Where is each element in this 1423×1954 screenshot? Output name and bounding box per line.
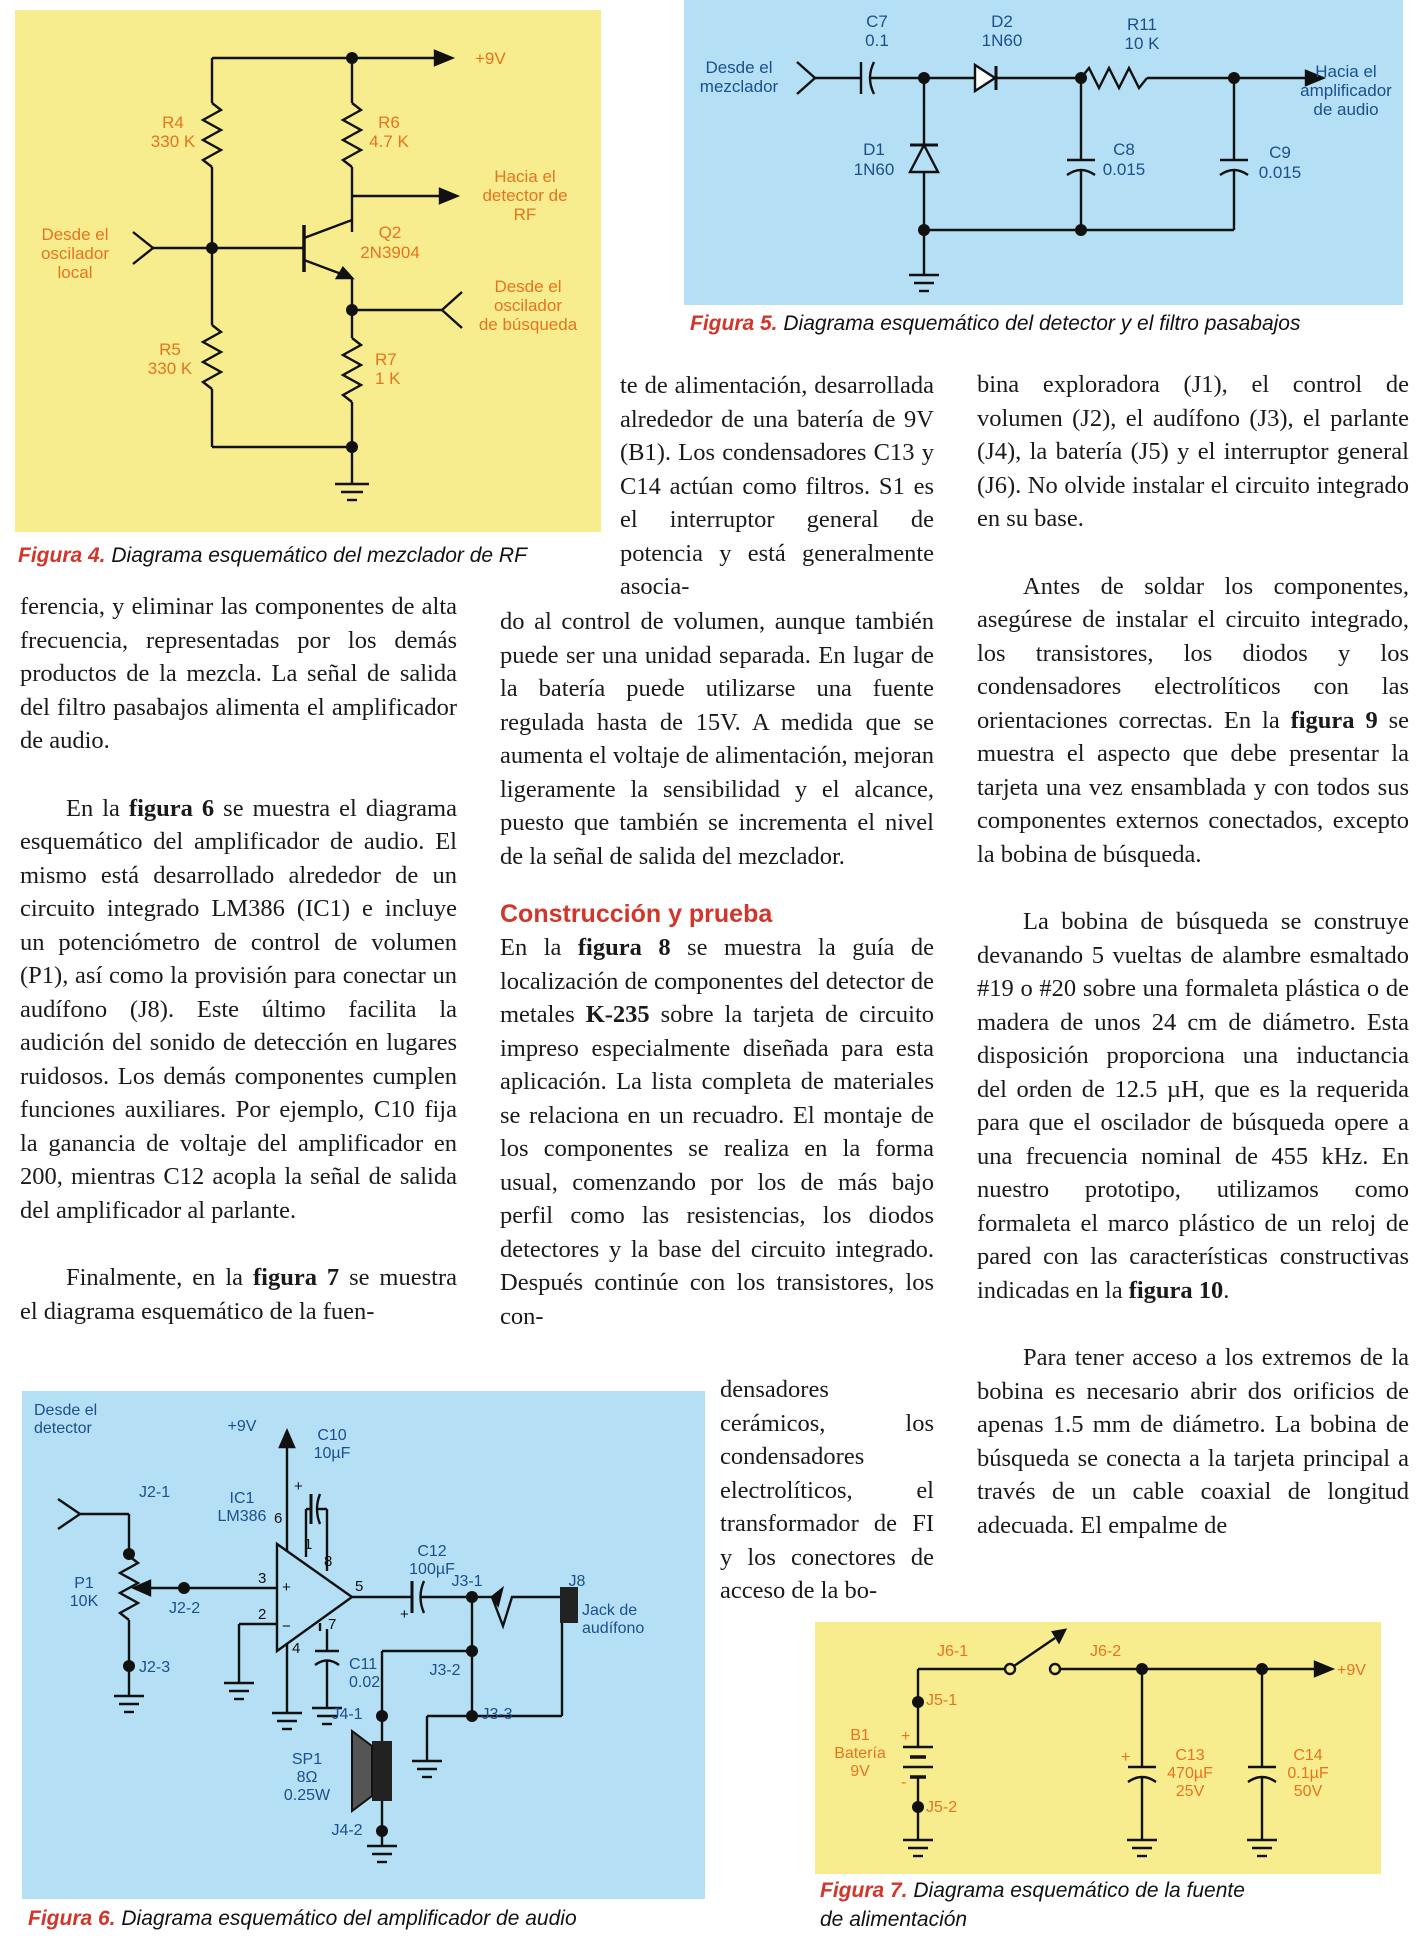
text-column-2-bottom (720, 1373, 934, 1608)
fig7-b1-name: B1 (850, 1727, 870, 1744)
fig6-c11-name: C11 (349, 1656, 378, 1673)
fig6-pin-4: 4 (292, 1640, 301, 1657)
text-column-2-narrow (620, 369, 934, 604)
fig4-r7-name: R7 (375, 350, 397, 369)
fig4-r4-name: R4 (162, 113, 184, 132)
col1-paragraph-1: ferencia, y eliminar las componentes de alta frecuencia, representadas por los demás productos de la mezcla. La señal de salida del filtro pasabajos alimenta el amplificador de audio. (20, 593, 457, 754)
figure-6-caption (28, 1904, 718, 1933)
ref-figura-10: figura 10 (1128, 1276, 1224, 1304)
fig6-inverting-sign: − (282, 1618, 291, 1635)
text-column-3 (977, 368, 1409, 1542)
fig4-r5-value: 330 K (147, 359, 193, 378)
fig6-c12-name: C12 (417, 1543, 447, 1560)
text-column-2 (500, 605, 934, 1333)
fig4-q2-name: Q2 (378, 223, 402, 242)
fig6-c12-value: 100µF (409, 1561, 455, 1578)
fig5-d2-name: D2 (991, 12, 1013, 31)
figure-4-mixer-schematic (15, 10, 601, 532)
fig6-pin-2: 2 (258, 1606, 267, 1623)
fig6-c10-name: C10 (317, 1427, 347, 1444)
col2-paragraph-1-wide: do al control de volumen, aunque también puede ser una unidad separada. En lugar de la batería puede utilizarse una fuente regulada hasta de 15V. A medida que se aumenta el voltaje de alimentación, mejoran ligeramente la sensibilidad y el alcance, puesto que también se incrementa el nivel de la señal de salida del mezclador. (500, 608, 935, 870)
fig6-sp1-power: 0.25W (283, 1787, 331, 1804)
fig7-c13-polarity: + (1121, 1749, 1131, 1766)
fig6-ic1-name: IC1 (229, 1490, 255, 1507)
fig5-d2-value: 1N60 (981, 31, 1023, 50)
fig5-to-amp-line3: de audio (1313, 100, 1379, 119)
fig4-r5-name: R5 (159, 340, 181, 359)
fig6-j2-3: J2-3 (139, 1659, 171, 1676)
col1-paragraph-3: Finalmente, en la figura 7 se muestra el diagrama esquemático de la fuen- (20, 1264, 457, 1325)
figure-5-caption (690, 309, 1410, 338)
figure-7-caption-number: Figura 7. (820, 1879, 908, 1902)
fig4-r6-value: 4.7 K (369, 132, 409, 151)
fig7-c13-voltage: 25V (1175, 1783, 1205, 1800)
figure-4-caption (18, 541, 608, 570)
fig6-j4-2: J4-2 (331, 1822, 363, 1839)
fig6-pin-3: 3 (258, 1570, 267, 1587)
text-column-1 (20, 590, 457, 1328)
fig5-c8-value: 0.015 (1102, 160, 1146, 179)
fig6-j4-1: J4-1 (331, 1706, 363, 1723)
fig6-vcc-label: +9V (227, 1418, 257, 1435)
fig5-from-mixer-line1: Desde el (705, 58, 773, 77)
ref-figura-6: figura 6 (128, 794, 215, 822)
fig4-osc-local-line1: Desde el (41, 225, 109, 244)
fig6-sp1-impedance: 8Ω (296, 1769, 318, 1786)
figure-5-detector-schematic (684, 0, 1403, 305)
fig6-c11-value: 0.02 (349, 1674, 381, 1691)
ref-figura-7: figura 7 (252, 1264, 340, 1291)
fig6-c10-value: 10µF (313, 1445, 351, 1462)
fig7-j5-1: J5-1 (926, 1692, 958, 1709)
fig7-j5-2: J5-2 (926, 1799, 958, 1816)
col3-paragraph-2: Antes de soldar los componentes, asegúrese de instalar el circuito integrado, los transistores, los diodos y los condensadores electrolíticos con las orientaciones correctas. En la figura 9 se muestra el aspecto que debe presentar la tarjeta una vez ensamblada y con todos sus componentes externos conectados, excepto la bobina de búsqueda. (977, 572, 1409, 868)
fig4-osc-search-line2: oscilador (493, 296, 563, 315)
fig6-j3-1: J3-1 (451, 1573, 483, 1590)
fig5-c7-value: 0.1 (865, 31, 889, 50)
figure-5-caption-text: Diagrama esquemático del detector y el filtro pasabajos (783, 312, 1301, 335)
col2-paragraph-1-narrow: te de alimentación, desarrollada alrededor de una batería de 9V (B1). Los condensadores C13 y C14 actúan como filtros. S1 es el interruptor general de potencia y está generalmente asocia- (620, 372, 934, 600)
fig6-jack-line2: audífono (582, 1620, 645, 1637)
fig6-c12-polarity: + (400, 1606, 409, 1623)
fig7-battery-positive: + (901, 1728, 911, 1745)
fig6-sp1-name: SP1 (291, 1751, 323, 1768)
fig4-vcc-label: +9V (475, 49, 506, 68)
fig7-c13-name: C13 (1175, 1747, 1205, 1764)
fig4-osc-local-line3: local (57, 263, 93, 282)
fig5-d1-value: 1N60 (853, 160, 895, 179)
figure-4-caption-number: Figura 4. (18, 544, 106, 567)
fig6-noninverting-sign: + (282, 1579, 291, 1596)
fig4-r6-name: R6 (378, 113, 400, 132)
fig6-p1-value: 10K (69, 1593, 99, 1610)
fig7-vcc-label: +9V (1337, 1662, 1366, 1679)
fig6-j3-2: J3-2 (429, 1662, 461, 1679)
ref-figura-9: figura 9 (1290, 706, 1378, 734)
ref-figura-8: figura 8 (577, 934, 671, 961)
fig7-battery-negative: - (901, 1774, 907, 1791)
figure-7-caption-text-line1: Diagrama esquemático de la fuente (913, 1879, 1245, 1902)
fig6-j2-2: J2-2 (169, 1600, 201, 1617)
fig7-b1-type: Batería (834, 1745, 886, 1762)
fig7-c14-value: 0.1µF (1287, 1765, 1329, 1782)
figure-6-audio-amp-schematic (22, 1391, 705, 1899)
fig6-pin-1: 1 (304, 1536, 313, 1553)
col3-paragraph-4: Para tener acceso a los extremos de la bobina es necesario abrir dos orificios de apenas 1.5 mm de diámetro. La bobina de búsqueda se conecta a la tarjeta principal a través de un cable coaxial de longitud adecuada. El empalme de (977, 1344, 1409, 1539)
figure-7-power-supply-schematic (815, 1622, 1381, 1874)
col1-paragraph-2: En la figura 6 se muestra el diagrama esquemático del amplificador de audio. El mismo está desarrollado alrededor de un circuito integrado LM386 (IC1) e incluye un potenciómetro de control de volumen (P1), así como la provisión para conectar un audífono (J8). Este último facilita la audición del sonido de detección en lugares ruidosos. Los demás componentes cumplen funciones auxiliares. Por ejemplo, C10 fija la ganancia de voltaje del amplificador en 200, mientras C12 acopla la señal de salida del amplificador al parlante. (20, 794, 457, 1224)
fig4-osc-search-line3: de búsqueda (478, 315, 578, 334)
fig4-r4-value: 330 K (150, 132, 196, 151)
col3-paragraph-1: bina exploradora (J1), el control de volumen (J2), el audífono (J3), el parlante (J4), la batería (J5) y el interruptor general (J6). No olvide instalar el circuito integrado en su base. (977, 371, 1409, 532)
fig6-jack-line1: Jack de (582, 1602, 638, 1619)
fig4-q2-value: 2N3904 (360, 243, 420, 262)
fig4-osc-search-line1: Desde el (494, 277, 562, 296)
fig6-ic1-value: LM386 (217, 1508, 267, 1525)
fig7-c14-voltage: 50V (1293, 1783, 1323, 1800)
fig6-j2-1: J2-1 (139, 1484, 171, 1501)
fig5-c8-name: C8 (1113, 140, 1135, 159)
figure-5-caption-number: Figura 5. (690, 312, 778, 335)
fig5-d1-name: D1 (863, 140, 885, 159)
fig4-to-rf-line2: detector de (482, 186, 568, 205)
figure-6-caption-text: Diagrama esquemático del amplificador de audio (121, 1907, 577, 1930)
col2-paragraph-2: En la figura 8 se muestra la guía de localización de componentes del detector de metales K-235 sobre la tarjeta de circuito impreso especialmente diseñada para esta aplicación. La lista completa de materiales se relaciona en un recuadro. El montaje de los componentes se realiza en la forma usual, comenzando por los de más bajo perfil como las resistencias, los diodos detectores y la base del circuito integrado. Después continúe con los transistores, los con- (500, 934, 935, 1330)
fig6-pin-5: 5 (355, 1578, 364, 1595)
figure-7-caption-text-line2: de alimentación (820, 1908, 968, 1931)
fig7-b1-value: 9V (850, 1763, 870, 1780)
fig5-c7-name: C7 (866, 12, 888, 31)
fig7-j6-2: J6-2 (1090, 1643, 1122, 1660)
col3-paragraph-3: La bobina de búsqueda se construye devanando 5 vueltas de alambre esmaltado #19 o #20 sobre una formaleta plástica o de madera de unos 24 cm de diámetro. Esta disposición proporciona una inductancia del orden de 12.5 µH, que es la requerida para que el oscilador de búsqueda opere a una frecuencia nominal de 455 kHz. En nuestro prototipo, utilizamos como formaleta el marco plástico de un reloj de pared con las características constructivas indicadas en la figura 10. (977, 908, 1409, 1304)
fig7-c13-value: 470µF (1167, 1765, 1213, 1782)
fig7-j6-1: J6-1 (937, 1643, 969, 1660)
fig6-from-detector-line1: Desde el (34, 1402, 98, 1419)
fig5-from-mixer-line2: mezclador (699, 77, 779, 96)
fig7-c14-name: C14 (1293, 1747, 1323, 1764)
fig6-from-detector-line2: detector (34, 1420, 92, 1437)
fig4-osc-local-line2: oscilador (40, 244, 110, 263)
fig6-j3-3: J3-3 (481, 1706, 513, 1723)
figure-6-caption-number: Figura 6. (28, 1907, 116, 1930)
col2-paragraph-2-narrow: densadores cerámicos, los condensadores electrolíticos, el transformador de FI y los conectores de acceso de la bo- (720, 1376, 934, 1604)
ref-k235: K-235 (585, 1001, 650, 1028)
fig6-pin-7: 7 (328, 1616, 337, 1633)
fig6-pin-8: 8 (324, 1553, 333, 1570)
fig5-to-amp-line1: Hacia el (1315, 62, 1377, 81)
fig6-p1-name: P1 (74, 1575, 94, 1592)
fig5-to-amp-line2: amplificador (1300, 81, 1392, 100)
fig5-r11-value: 10 K (1124, 34, 1160, 53)
fig5-r11-name: R11 (1127, 15, 1157, 34)
fig4-r7-value: 1 K (375, 369, 401, 388)
section-heading-construccion: Construcción y prueba (500, 900, 773, 928)
fig4-to-rf-line3: RF (513, 205, 537, 224)
figure-7-caption (820, 1876, 1410, 1934)
fig4-to-rf-line1: Hacia el (494, 167, 556, 186)
fig5-c9-name: C9 (1269, 143, 1291, 162)
fig6-j8: J8 (568, 1573, 586, 1590)
fig6-pin-6: 6 (274, 1510, 283, 1527)
fig5-c9-value: 0.015 (1258, 163, 1302, 182)
fig6-c10-polarity: + (294, 1478, 303, 1495)
figure-4-caption-text: Diagrama esquemático del mezclador de RF (111, 544, 527, 567)
